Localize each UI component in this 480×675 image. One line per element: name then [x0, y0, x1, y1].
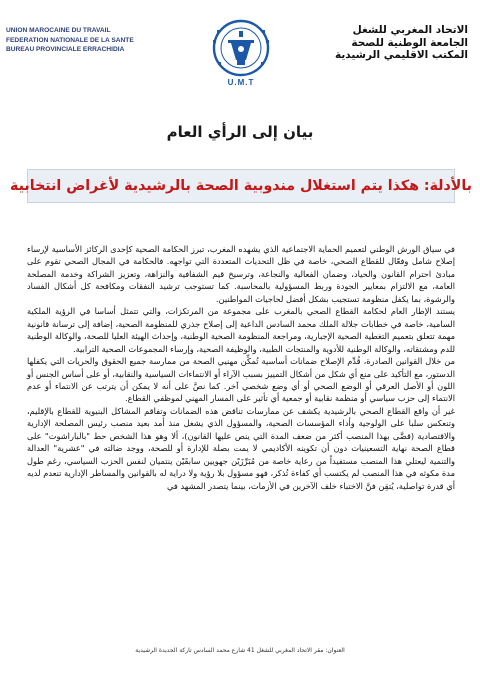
logo-label: U.M.T	[227, 78, 255, 87]
footer-address: العنوان: مقر الاتحاد المغربي للشغل 41 شارع محمد السادس تاركة الجديدة الرشيدية	[135, 647, 345, 654]
french-header-line: FEDERATION NATIONALE DE LA SANTE	[6, 36, 134, 44]
umt-emblem-icon	[208, 18, 274, 78]
paragraph: من خلال القوانين الصادرة، قُدِّم الإصلاح ضمانات أساسية تُمكِّن مهنيي الصحة من ممارسة جميع الحقوق والحريات التي يكفلها الدستور، مع التأكيد على منع أي شكل من أشكال التمييز بسبب الآراء أو الانتماءات السياسية والنقابية، أو على أساس الجنس أو اللون أو الأصل العرقي أو الوضع الصحي أو أي وضع شخصي آخر. كما نصَّ على أنه لا يمكن أن يترتب عن الانتماء أو عدم الانتماء إلى حزب سياسي أو منظمة نقابية أو جمعية أي تأثير على المسار المهني لموظفي القطاع.	[27, 356, 455, 404]
headline-box	[10, 169, 472, 203]
arabic-header-line: الجامعة الوطنية للصحة	[351, 36, 468, 49]
french-header	[6, 26, 196, 55]
arabic-header-line: المكتب الاقليمي الرشيدية	[335, 49, 468, 61]
french-header-line: UNION MAROCAINE DU TRAVAIL	[6, 27, 111, 34]
umt-logo	[208, 18, 274, 94]
headline: بالأدلة: هكذا يتم استغلال مندوبية الصحة بالرشيدية لأغراض انتخابية	[10, 178, 472, 194]
arabic-header	[298, 24, 468, 62]
body-text	[27, 243, 455, 492]
paragraph: يستند الإطار العام لحكامة القطاع الصحي بالمغرب على مجموعة من المرتكزات، والتي تتمثل أساسا في الرؤية الملكية السامية، خاصة في خطابات جلالة الملك محمد السادس الداعية إلى إصلاح جذري للمنظومة الصحية، إضافة إلى ترسانة قانونية مهمة تتعلق بتعميم التغطية الصحية الإجبارية، ومراجعة المنظومة الصحية الوطنية، وإحداث الهيئة العليا للصحة، والوكالة الوطنية للدم ومشتقاته، والوكالة الوطنية للأدوية والمنتجات الطبية، والوظيفة الصحية، وإرساء المجموعات الصحية الترابية.	[27, 306, 455, 354]
paragraph: في سياق الورش الوطني لتعميم الحماية الاجتماعية الذي يشهده المغرب، تبرز الحكامة الصحية كإحدى الركائز الأساسية لإرساء إصلاح شامل وفعّال للقطاع الصحي، خاصة في ظل التحديات المتعددة التي تواجهه. فالحكامة في المجال الصحي تقوم على مبادئ احترام القانون والحياد، وضمان الفعالية والنجاعة، وترسيخ قيم الشفافية والنزاهة، وتعزيز الشراكة وخدمة المصلحة العامة، مع الالتزام بمعايير الجودة وربط المسؤولية بالمحاسبة. كما تستوجب ترشيد النفقات ومكافحة كل أشكال الفساد والرشوة، بما يكفل منظومة تستجيب بشكل أفضل لحاجيات المواطنين.	[27, 244, 455, 304]
statement-title: بيان إلى الرأي العام	[166, 123, 314, 141]
french-header-line: BUREAU PROVINCIALE ERRACHIDIA	[6, 46, 125, 53]
paragraph: غير أن واقع القطاع الصحي بالرشيدية يكشف عن ممارسات تناقض هذه الضمانات وتفاقم المشاكل البنيوية للقطاع بالإقليم، وتنعكس سلبا على الولوجية وأداء المؤسسات الصحية، والمسؤول الذي يشغل منذ أمد بعيد منصب رئيس المصلحة الإدارية والاقتصادية (قضَّى بهذا المنصب أكثر من ضعف المدة التي ينص عليها القانون)، ألا وهو هذا الشخص حط "بالباراشوت" على قطاع الصحة نهاية التسعينيات دون أن تكوينه الأكاديمي لا يمت بصلة للإدارة أو للصحة، ووجد ضالته في "عشرية" العدالة والتنمية ليعتلي هذا المنصب مستفيداً من رعاية خاصة من مُبَرِّزَيْن جهويين سابقَيْن ينتميان لنفس الحزب السياسي، رغم طول مدة مكوثه في هذا المنصب لم يكتسب أي كفاءة تُذكر، فهو مسؤول بلا رؤية ولا دراية له بالقوانين والمساطر الإدارية تنعدم لديه أي قدرة تواصلية، يُتقِن فنَّ الاختباء خلف الآخرين في الأزمات، بينما يتصدر المشهد في	[27, 405, 455, 491]
arabic-header-line: الاتحاد المغربي للشغل	[352, 24, 468, 36]
